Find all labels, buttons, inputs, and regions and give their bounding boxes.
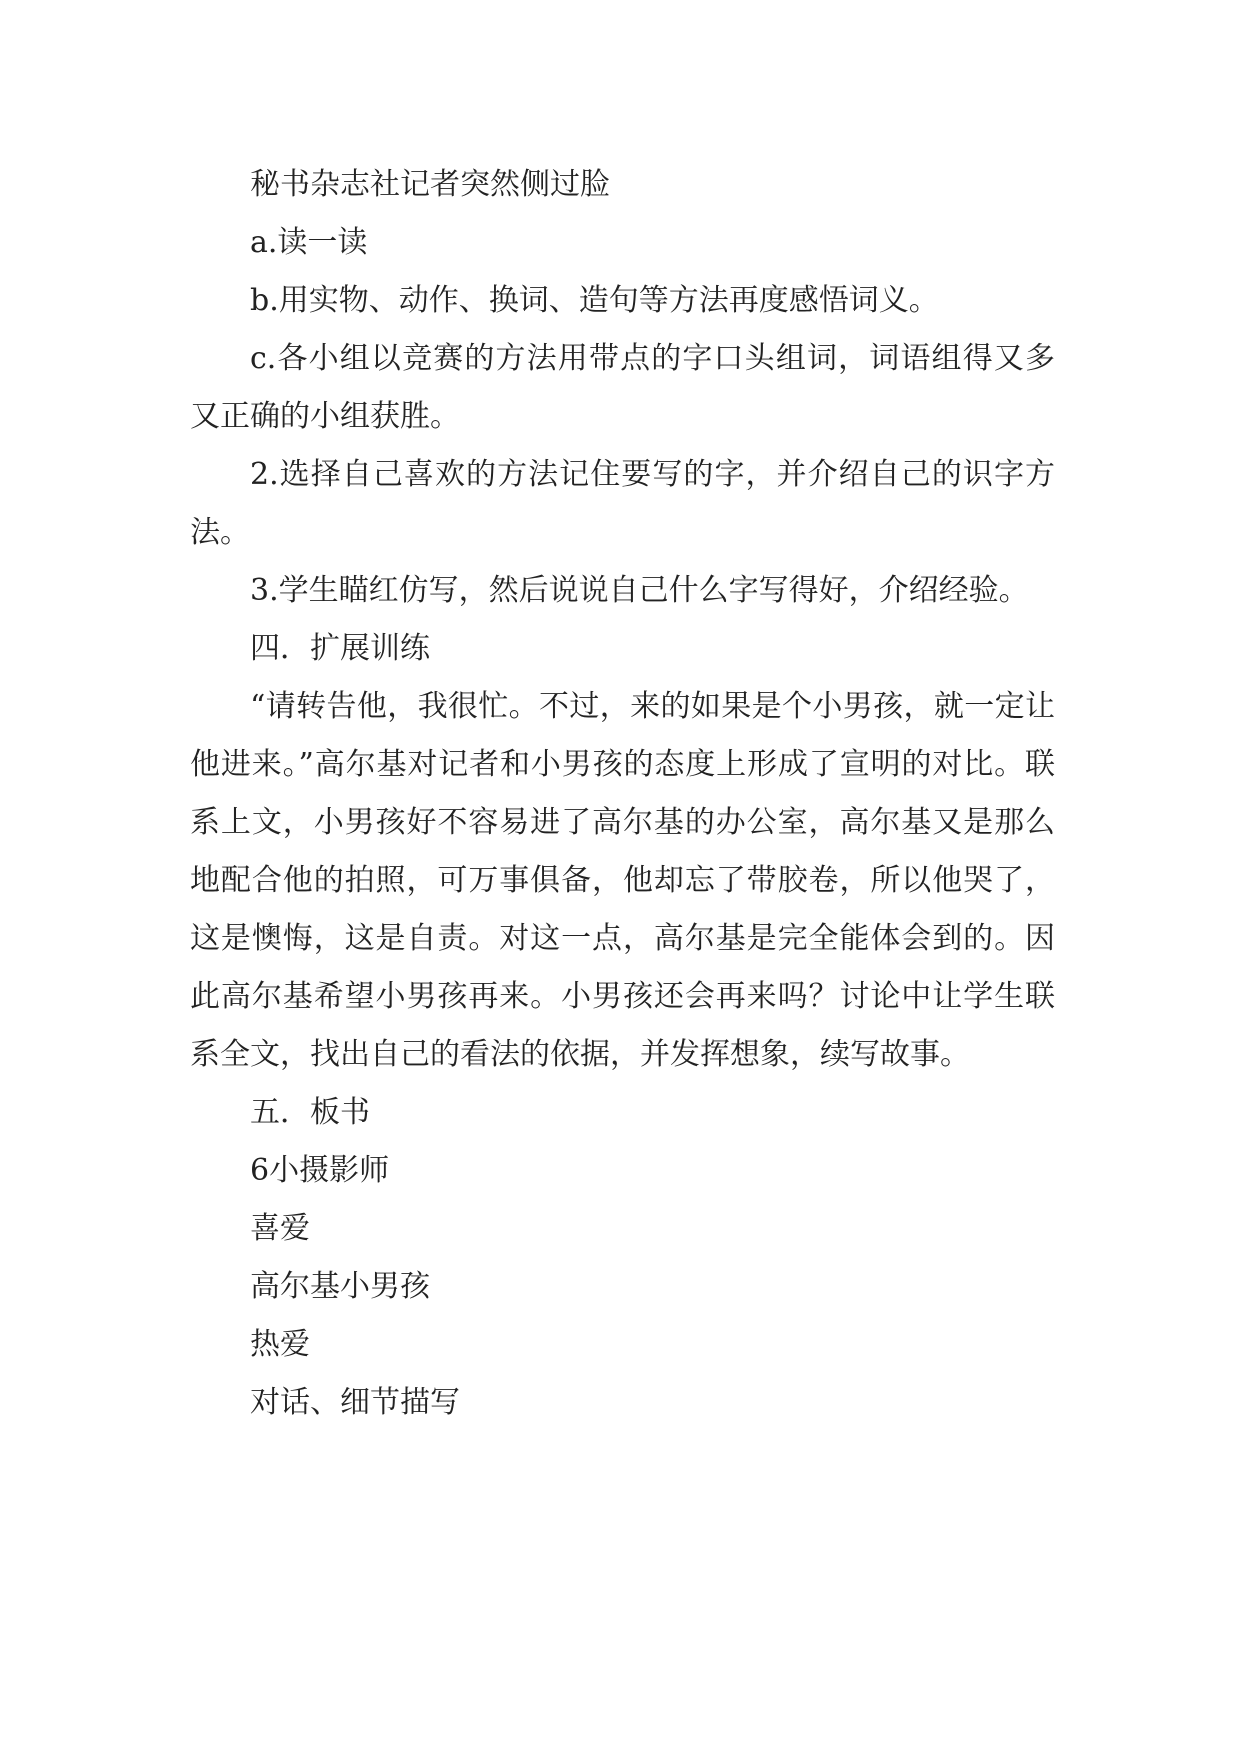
board-title: 6小摄影师 [250,1153,390,1188]
paragraph-vocabulary: 秘书杂志社记者突然侧过脸 [250,167,610,202]
document-body [190,156,1055,1432]
paragraph-step-a: a.读一读 [250,225,368,260]
board-line-4: 对话、细节描写 [250,1385,460,1420]
paragraph-step-c: c.各小组以竞赛的方法用带点的字口头组词，词语组得又多又正确的小组获胜。 [190,341,1055,434]
paragraph-step-3: 3.学生瞄红仿写，然后说说自己什么字写得好，介绍经验。 [250,573,1029,608]
paragraph-extension-text: “请转告他，我很忙。不过，来的如果是个小男孩，就一定让他进来。”高尔基对记者和小男孩的态度上形成了宣明的对比。联系上文，小男孩好不容易进了高尔基的办公室，高尔基又是那么地配合他的拍照，可万事俱备，他却忘了带胶卷，所以他哭了，这是懊悔，这是自责。对这一点，高尔基是完全能体会到的。因此高尔基希望小男孩再来。小男孩还会再来吗？讨论中让学生联系全文，找出自己的看法的依据，并发挥想象，续写故事。 [190,689,1055,1072]
board-line-2: 高尔基小男孩 [250,1269,430,1304]
paragraph-step-b: b.用实物、动作、换词、造句等方法再度感悟词义。 [250,283,939,318]
section-heading-extension: 四．扩展训练 [250,631,430,666]
board-line-1: 喜爱 [250,1211,310,1246]
paragraph-step-2: 2.选择自己喜欢的方法记住要写的字，并介绍自己的识字方法。 [190,457,1055,550]
board-line-3: 热爱 [250,1327,310,1362]
section-heading-board: 五．板书 [250,1095,370,1130]
